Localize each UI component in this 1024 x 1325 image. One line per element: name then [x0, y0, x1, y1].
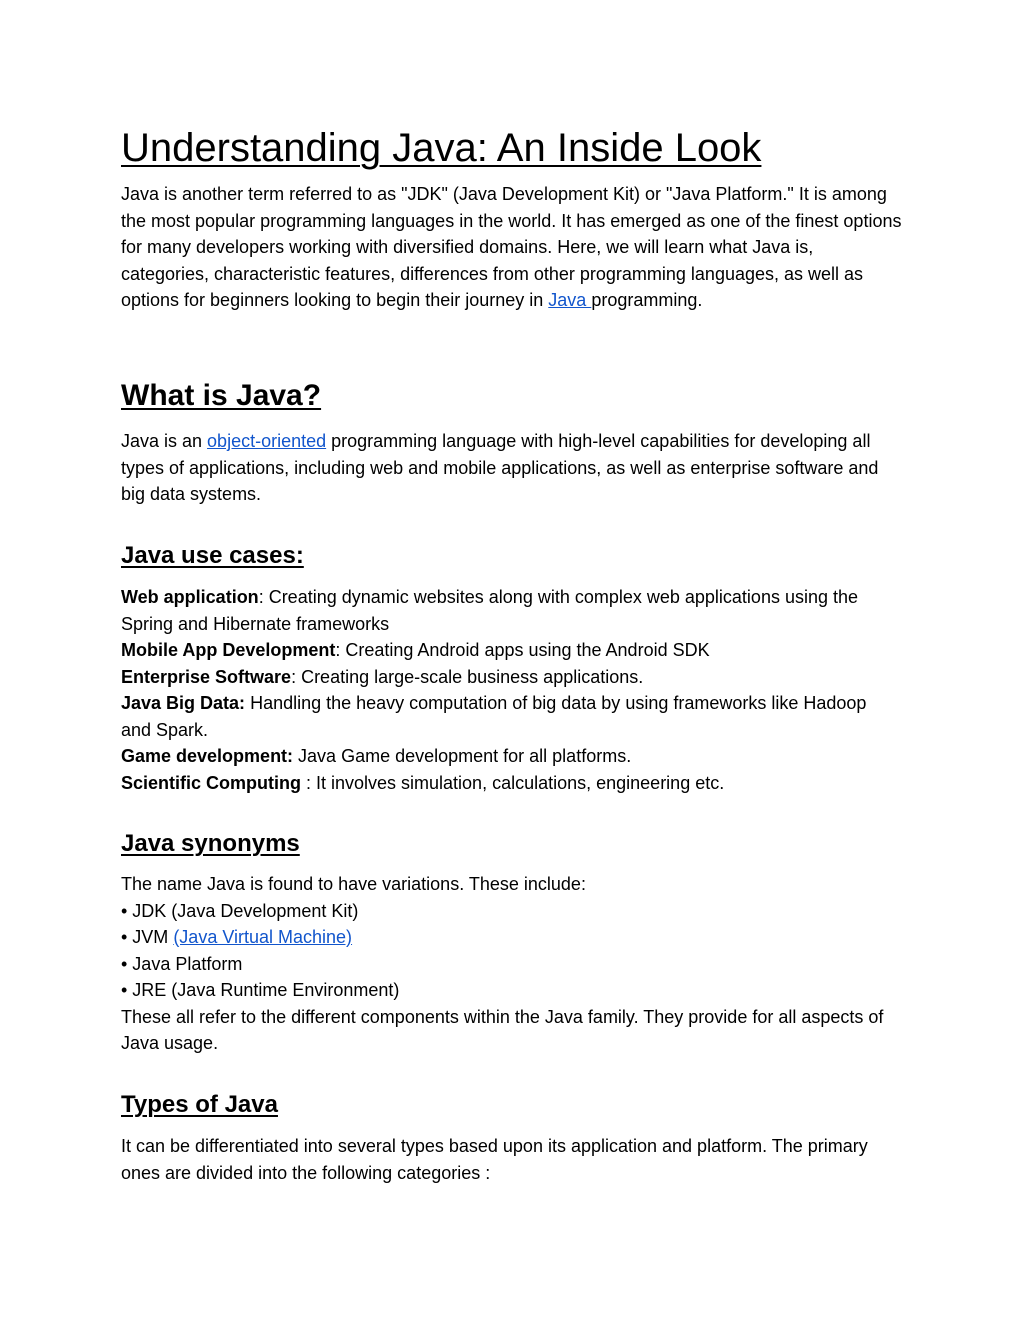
use-case-label: Mobile App Development [121, 640, 336, 660]
use-case-item [121, 743, 891, 770]
use-case-item [121, 690, 891, 743]
use-case-label: Game development: [121, 746, 294, 766]
what-is-java-paragraph [121, 428, 911, 508]
synonym-item [121, 924, 891, 951]
what-is-java-text: Java is an [121, 431, 208, 451]
use-case-text: : Creating Android apps using the Android SDK [335, 640, 710, 660]
object-oriented-link[interactable]: object-oriented [207, 431, 327, 451]
synonyms-section [121, 871, 911, 1057]
heading-types-of-java: Types of Java [121, 1091, 278, 1118]
synonyms-outro: These all refer to the different components within the Java family. They provide for all aspects of Java usage. [121, 1006, 884, 1053]
use-case-label: Scientific Computing [121, 772, 301, 793]
synonym-item: • JRE (Java Runtime Environment) [121, 980, 400, 1000]
use-case-text: : It involves simulation, calculations, engineering etc. [301, 772, 725, 793]
use-case-text: : Creating dynamic websites along with complex web applications using the Spring and Hibernate frameworks [121, 587, 859, 634]
use-case-item [121, 770, 891, 797]
page-title: Understanding Java: An Inside Look [121, 126, 762, 170]
heading-what-is-java: What is Java? [121, 379, 322, 412]
java-virtual-machine-link[interactable]: (Java Virtual Machine) [173, 927, 353, 947]
synonym-item: • JDK (Java Development Kit) [121, 900, 359, 921]
intro-text-end: programming. [591, 290, 703, 310]
use-case-label: Web application [121, 587, 259, 607]
intro-paragraph [121, 181, 911, 314]
use-case-item [121, 637, 891, 664]
java-link[interactable]: Java [548, 290, 592, 310]
use-cases-list [121, 584, 911, 796]
synonym-text: • JVM [121, 927, 174, 947]
heading-synonyms: Java synonyms [121, 830, 300, 857]
use-case-text: Handling the heavy computation of big data by using frameworks like Hadoop and Spark. [121, 693, 867, 740]
use-case-label: Enterprise Software [121, 666, 292, 687]
intro-text: Java is another term referred to as "JDK" (Java Development Kit) or "Java Platform." It is among the most popular programming languages in the world. It has emerged as one of the finest options for many developers working with diversified domains. Here, we will learn what Java is, categories, characteristic features, differences from other programming languages, as well as options for beginners looking to begin their journey in [121, 184, 902, 310]
synonym-item: • Java Platform [121, 953, 243, 974]
use-case-text: Java Game development for all platforms. [293, 746, 632, 766]
use-case-label: Java Big Data: [121, 693, 246, 713]
heading-use-cases: Java use cases: [121, 542, 304, 569]
types-paragraph [121, 1133, 911, 1186]
use-case-item [121, 664, 891, 691]
what-is-java-text-end: programming language with high-level capabilities for developing all types of applications, including web and mobile applications, as well as enterprise software and big data systems. [121, 431, 879, 504]
synonyms-intro: The name Java is found to have variations. These include: [121, 874, 586, 894]
types-text: It can be differentiated into several types based upon its application and platform. The primary ones are divided into the following categories : [121, 1136, 868, 1183]
use-case-text: : Creating large-scale business applications. [291, 666, 644, 687]
use-case-item [121, 584, 891, 637]
